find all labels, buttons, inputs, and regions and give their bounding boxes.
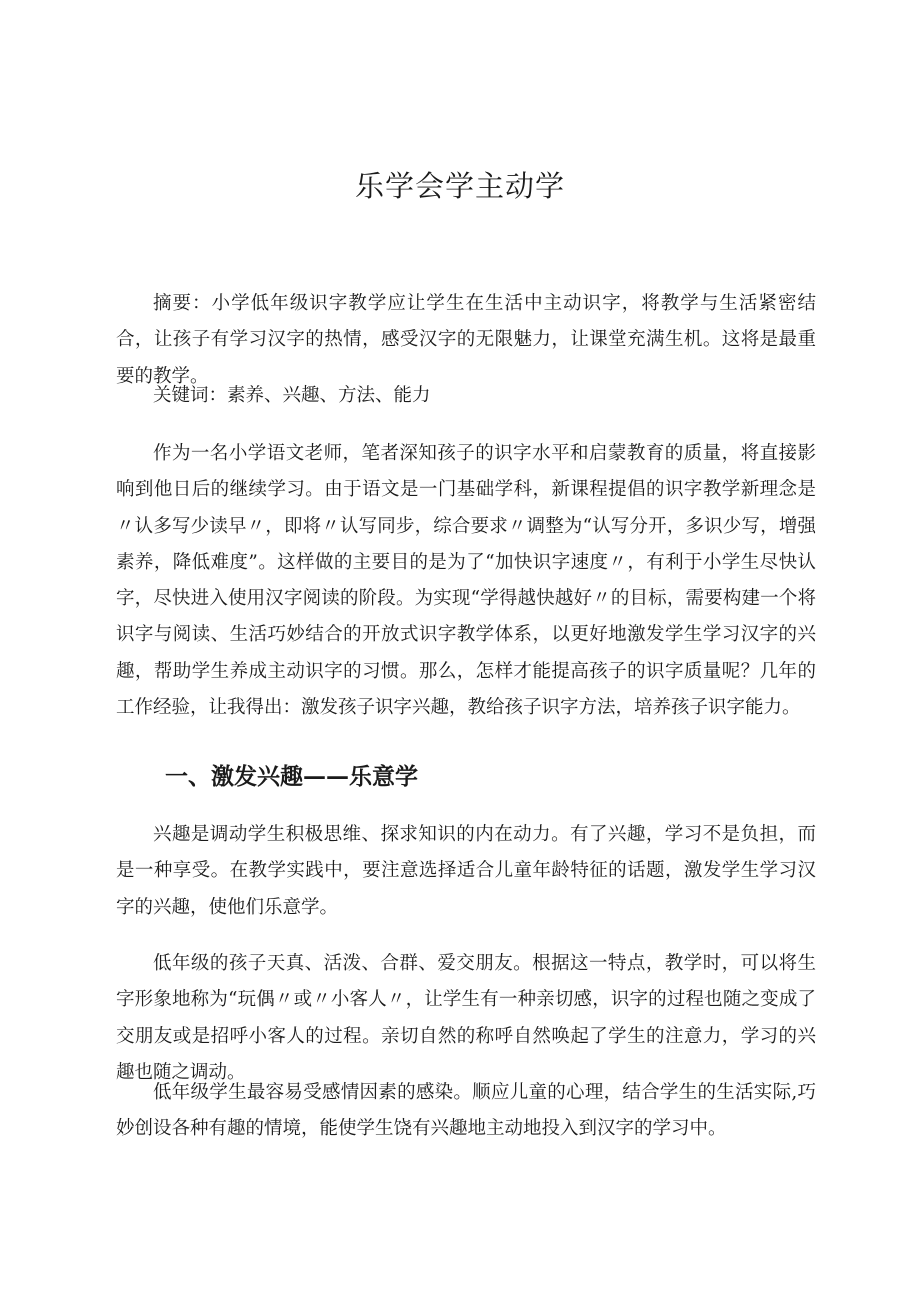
- section-1-paragraph: 低年级的孩子天真、活泼、合群、爱交朋友。根据这一特点，教学时，可以将生字形象地称为“玩偶〃或〃小客人〃，让学生有一种亲切感，识字的过程也随之变成了交朋友或是招呼小客人的过程。亲切自然的称呼自然唤起了学生的注意力，学习的兴趣也随之调动。: [116, 953, 816, 1083]
- section-1-paragraph: 兴趣是调动学生积极思维、探求知识的内在动力。有了兴趣，学习不是负担，而是一种享受。在教学实践中，要注意选择适合儿童年龄特征的话题，激发学生学习汉字的兴趣，使他们乐意学。: [116, 824, 816, 918]
- section-1-heading: 一、激发兴趣——乐意学: [165, 763, 418, 790]
- abstract-paragraph: 摘要：小学低年级识字教学应让学生在生活中主动识字，将教学与生活紧密结合，让孩子有学习汉字的热情，感受汉字的无限魅力，让课堂充满生机。这将是最重要的教学。: [116, 293, 816, 387]
- document-title: 乐学会学主动学: [354, 169, 565, 203]
- keywords-line: 关键词：素养、兴趣、方法、能力: [153, 385, 431, 406]
- intro-paragraph: 作为一名小学语文老师，笔者深知孩子的识字水平和启蒙教育的质量，将直接影响到他日后的继续学习。由于语文是一门基础学科，新课程提倡的识字教学新理念是〃认多写少读早〃，即将〃认写同步，综合要求〃调整为“认写分开，多识少写，增强素养，降低难度”。这样做的主要目的是为了“加快识字速度〃，有利于小学生尽快认字，尽快进入使用汉字阅读的阶段。为实现“学得越快越好〃的目标，需要构建一个将识字与阅读、生活巧妙结合的开放式识字教学体系，以更好地激发学生学习汉字的兴趣，帮助学生养成主动识字的习惯。那么，怎样才能提高孩子的识字质量呢？几年的工作经验，让我得出：激发孩子识字兴趣，教给孩子识字方法，培养孩子识字能力。: [116, 443, 816, 719]
- section-1-paragraph: 低年级学生最容易受感情因素的感染。顺应儿童的心理，结合学生的生活实际,巧妙创设各种有趣的情境，能使学生饶有兴趣地主动地投入到汉字的学习中。: [116, 1082, 816, 1140]
